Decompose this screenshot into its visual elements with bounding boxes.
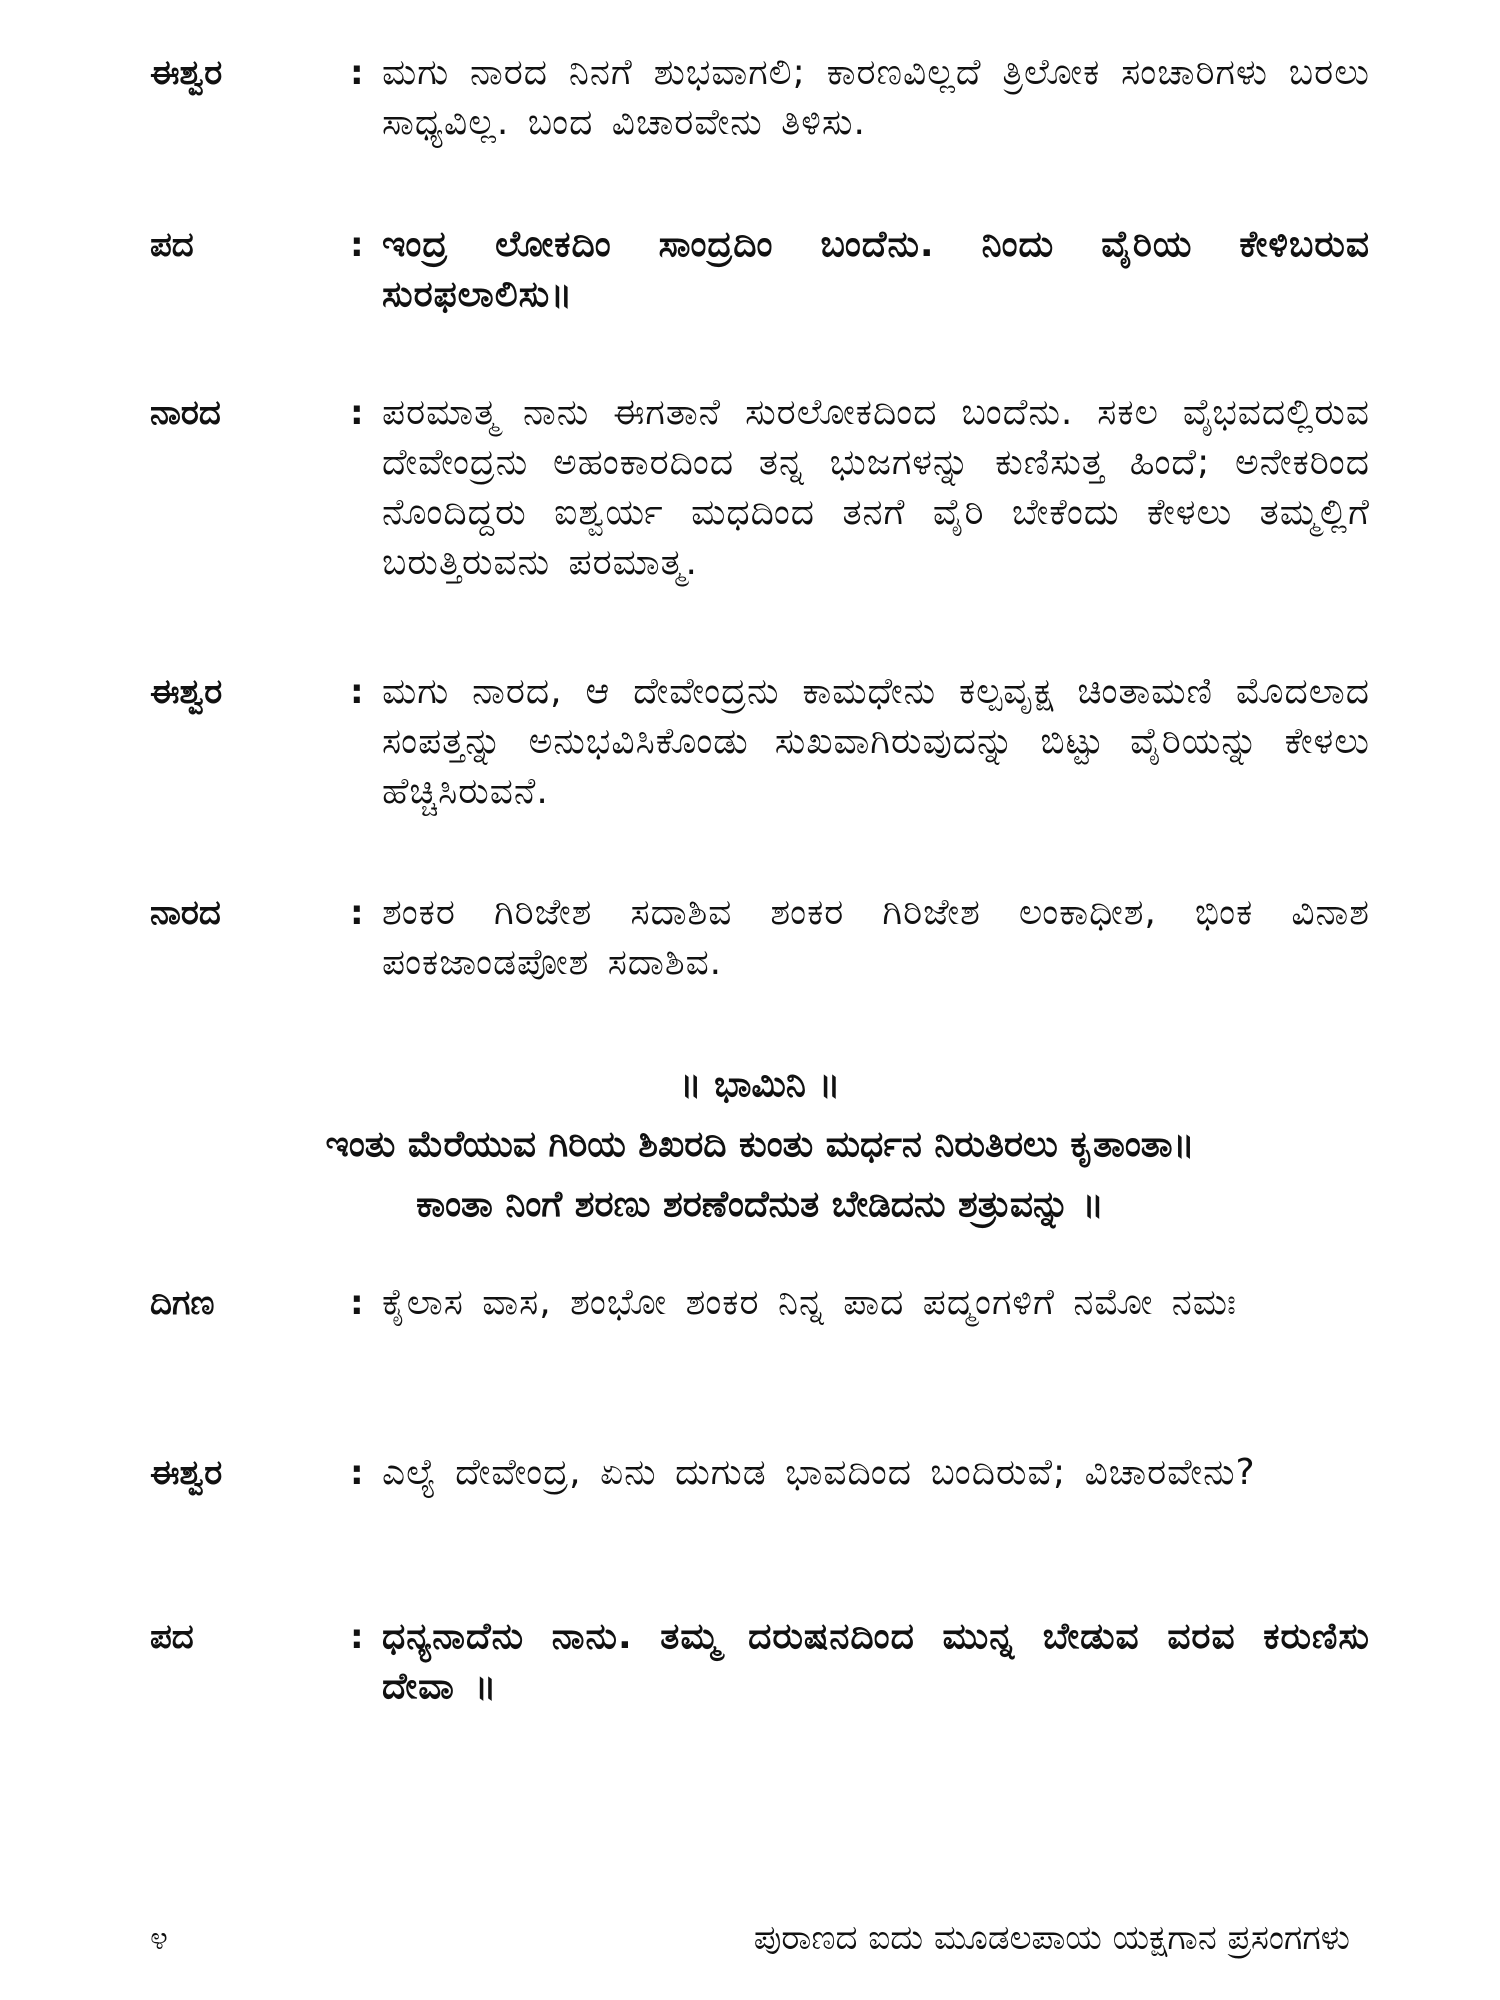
dialogue-text: ಎಲ್ಯೆ ದೇವೇಂದ್ರ, ಏನು ದುಗುಡ ಭಾವದಿಂದ ಬಂದಿರುವೆ; ವಿಚಾರವೇನು? (382, 1452, 1256, 1493)
verse-line-2: ಕಾಂತಾ ನಿಂಗೆ ಶರಣು ಶರಣೆಂದೆನುತ ಬೇಡಿದನು ಶತ್ರುವನ್ನು ॥ (416, 1184, 1104, 1225)
speaker-label: ಪದ (150, 225, 194, 265)
speaker-label: ನಾರದ (150, 393, 221, 433)
separator-colon: : (350, 1453, 364, 1493)
dialogue-entry-2 (150, 220, 1370, 320)
dialogue-entry-8 (150, 1612, 1370, 1712)
verse-line-1: ಇಂತು ಮೆರೆಯುವ ಗಿರಿಯ ಶಿಖರದಿ ಕುಂತು ಮರ್ಧನ ನಿರುತಿರಲು ಕೃತಾಂತಾ॥ (325, 1124, 1195, 1165)
dialogue-entry-4 (150, 667, 1370, 817)
separator-colon: : (350, 893, 364, 933)
dialogue-entry-1 (150, 48, 1370, 148)
verse-heading: ॥ ಭಾಮಿನಿ ॥ (679, 1064, 841, 1105)
separator-colon: : (350, 393, 364, 433)
dialogue-entry-7 (150, 1448, 1370, 1498)
separator-colon: : (350, 672, 364, 712)
dialogue-entry-6 (150, 1278, 1370, 1328)
separator-colon: : (350, 1617, 364, 1657)
separator-colon: : (350, 225, 364, 265)
speaker-label: ನಾರದ (150, 893, 221, 933)
dialogue-entry-3 (150, 388, 1370, 588)
dialogue-text: ಶಂಕರ ಗಿರಿಜೇಶ ಸದಾಶಿವ ಶಂಕರ ಗಿರಿಜೇಶ ಲಂಕಾಧೀಶ, ಭಿಂಕ ವಿನಾಶ ಪಂಕಜಾಂಡಪೋಶ ಸದಾಶಿವ. (382, 892, 1370, 983)
dialogue-text: ಮಗು ನಾರದ ನಿನಗೆ ಶುಭವಾಗಲಿ; ಕಾರಣವಿಲ್ಲದೆ ತ್ರಿಲೋಕ ಸಂಚಾರಿಗಳು ಬರಲು ಸಾಧ್ಯವಿಲ್ಲ. ಬಂದ ವಿಚಾರವೇನು ತಿಳಿಸು. (382, 52, 1370, 143)
song-text: ಧನ್ಯನಾದೆನು ನಾನು. ತಮ್ಮ ದರುಷನದಿಂದ ಮುನ್ನ ಬೇಡುವ ವರವ ಕರುಣಿಸು ದೇವಾ ॥ (382, 1616, 1370, 1707)
speaker-label: ಈಶ್ವರ (150, 53, 223, 93)
speaker-label: ಈಶ್ವರ (150, 672, 223, 712)
running-footer-title: ಪುರಾಣದ ಐದು ಮೂಡಲಪಾಯ ಯಕ್ಷಗಾನ ಪ್ರಸಂಗಗಳು (753, 1918, 1350, 1958)
dialogue-text: ಮಗು ನಾರದ, ಆ ದೇವೇಂದ್ರನು ಕಾಮಧೇನು ಕಲ್ಪವೃಕ್ಷ ಚಿಂತಾಮಣಿ ಮೊದಲಾದ ಸಂಪತ್ತನ್ನು ಅನುಭವಿಸಿಕೊಂಡು ಸುಖವಾಗಿರುವುದನ್ನು ಬಿಟ್ಟು ವೈರಿಯನ್ನು ಕೇಳಲು ಹೆಚ್ಚಿಸಿರುವನೆ. (382, 671, 1371, 812)
dialogue-text: ಕೈಲಾಸ ವಾಸ, ಶಂಭೋ ಶಂಕರ ನಿನ್ನ ಪಾದ ಪದ್ಮಂಗಳಿಗೆ ನಮೋ ನಮಃ (382, 1282, 1237, 1323)
separator-colon: : (350, 53, 364, 93)
speaker-label: ಈಶ್ವರ (150, 1453, 223, 1493)
speaker-label: ದಿಗಣ (150, 1283, 215, 1323)
dialogue-text: ಪರಮಾತ್ಮ ನಾನು ಈಗತಾನೆ ಸುರಲೋಕದಿಂದ ಬಂದೆನು. ಸಕಲ ವೈಭವದಲ್ಲಿರುವ ದೇವೇಂದ್ರನು ಅಹಂಕಾರದಿಂದ ತನ್ನ ಭುಜಗಳನ್ನು ಕುಣಿಸುತ್ತ ಹಿಂದೆ; ಅನೇಕರಿಂದ ನೊಂದಿದ್ದರು ಐಶ್ವರ್ಯ ಮಧದಿಂದ ತನಗೆ ವೈರಿ ಬೇಕೆಂದು ಕೇಳಲು ತಮ್ಮಲ್ಲಿಗೆ ಬರುತ್ತಿರುವನು ಪರಮಾತ್ಮ. (382, 392, 1370, 583)
separator-colon: : (350, 1283, 364, 1323)
song-text: ಇಂದ್ರ ಲೋಕದಿಂ ಸಾಂದ್ರದಿಂ ಬಂದೆನು. ನಿಂದು ವೈರಿಯ ಕೇಳಿಬರುವ ಸುರಫಲಾಲಿಸು॥ (382, 224, 1370, 315)
speaker-label: ಪದ (150, 1617, 194, 1657)
page-number: ೪ (150, 1919, 168, 1957)
dialogue-entry-5 (150, 888, 1370, 988)
